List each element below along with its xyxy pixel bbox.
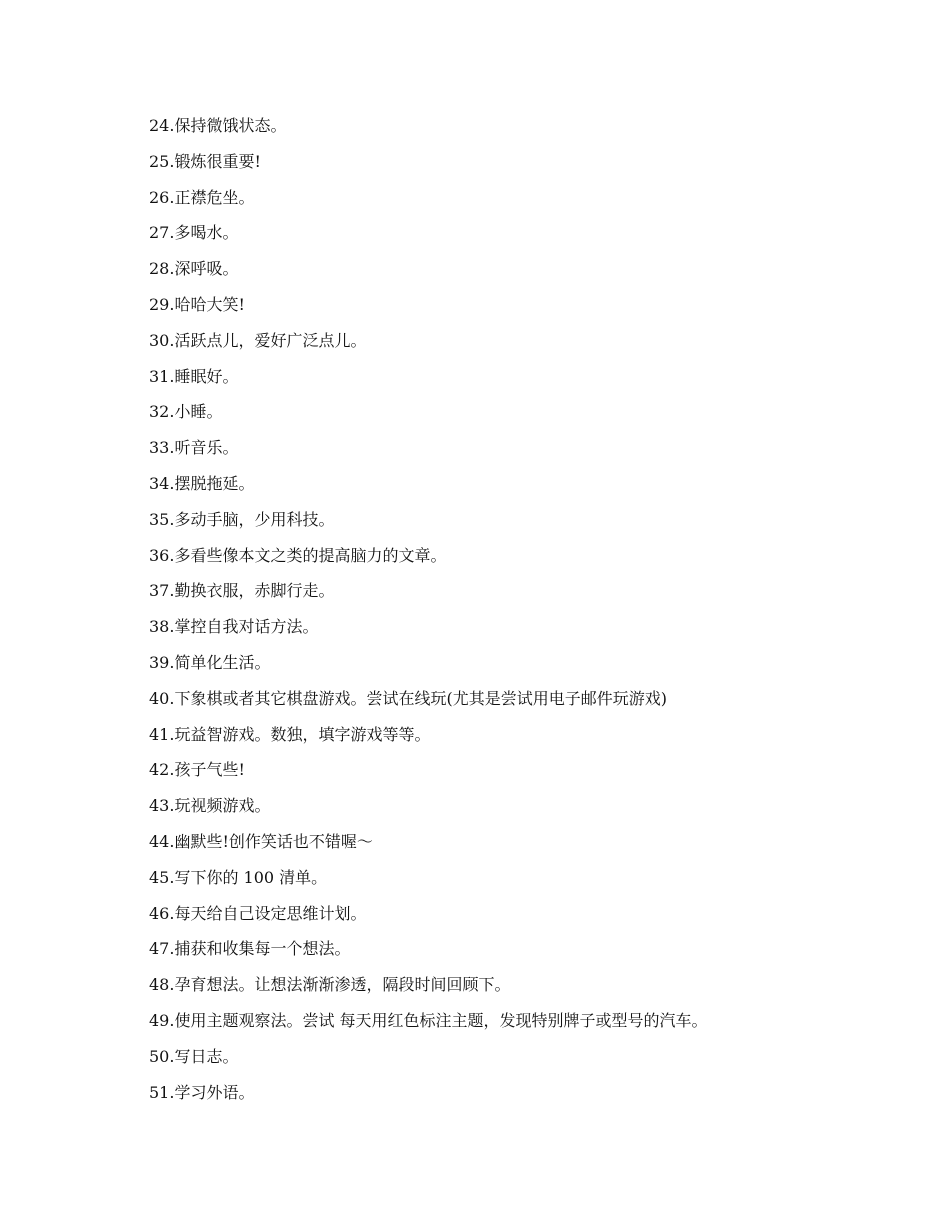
list-item: 30.活跃点儿，爱好广泛点儿。 bbox=[149, 330, 367, 350]
list-item: 29.哈哈大笑! bbox=[149, 294, 245, 314]
list-item: 25.锻炼很重要! bbox=[149, 151, 261, 171]
list-item: 44.幽默些!创作笑话也不错喔～ bbox=[149, 831, 373, 851]
list-item: 27.多喝水。 bbox=[149, 223, 239, 243]
list-item: 40.下象棋或者其它棋盘游戏。尝试在线玩(尤其是尝试用电子邮件玩游戏) bbox=[149, 688, 667, 708]
list-item: 46.每天给自己设定思维计划。 bbox=[149, 903, 367, 923]
list-item: 43.玩视频游戏。 bbox=[149, 796, 271, 816]
list-item: 34.摆脱拖延。 bbox=[149, 473, 255, 493]
list-item: 50.写日志。 bbox=[149, 1046, 239, 1066]
list-item: 49.使用主题观察法。尝试 每天用红色标注主题，发现特别牌子或型号的汽车。 bbox=[149, 1010, 708, 1030]
list-item: 42.孩子气些! bbox=[149, 760, 245, 780]
list-item: 48.孕育想法。让想法渐渐渗透，隔段时间回顾下。 bbox=[149, 975, 511, 995]
list-item: 31.睡眠好。 bbox=[149, 366, 239, 386]
list-item: 35.多动手脑，少用科技。 bbox=[149, 509, 335, 529]
list-item: 37.勤换衣服，赤脚行走。 bbox=[149, 581, 335, 601]
tips-list bbox=[149, 108, 708, 1110]
list-item: 47.捕获和收集每一个想法。 bbox=[149, 939, 351, 959]
list-item: 24.保持微饿状态。 bbox=[149, 116, 287, 135]
list-item: 36.多看些像本文之类的提高脑力的文章。 bbox=[149, 545, 447, 565]
list-item: 39.简单化生活。 bbox=[149, 652, 271, 672]
list-item: 28.深呼吸。 bbox=[149, 259, 239, 279]
list-item: 33.听音乐。 bbox=[149, 438, 239, 458]
list-item: 45.写下你的 100 清单。 bbox=[149, 867, 328, 887]
list-item: 38.掌控自我对话方法。 bbox=[149, 617, 319, 637]
list-item: 51.学习外语。 bbox=[149, 1082, 255, 1102]
list-item: 26.正襟危坐。 bbox=[149, 187, 255, 207]
list-item: 32.小睡。 bbox=[149, 402, 223, 422]
list-item: 41.玩益智游戏。数独，填字游戏等等。 bbox=[149, 724, 431, 744]
